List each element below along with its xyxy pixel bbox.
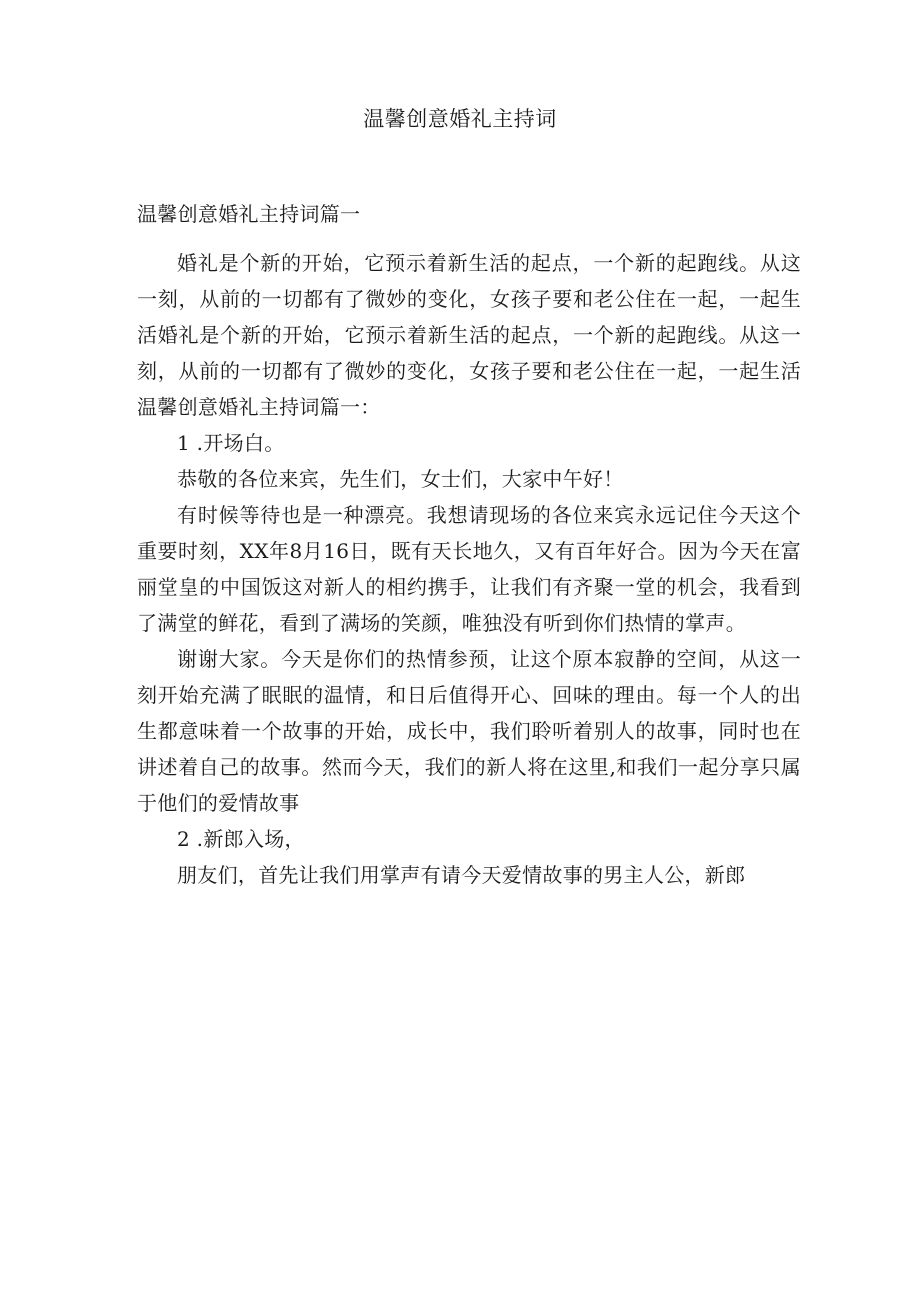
- section-heading: 温馨创意婚礼主持词篇一: [137, 202, 361, 226]
- paragraph-thanks: 谢谢大家。今天是你们的热情参预，让这个原本寂静的空间，从这一刻开始充满了眠眠的温情，和日后值得开心、回味的理由。每一个人的出生都意味着一个故事的开始，成长中，我们聆听着别人的故事，同时也在讲述着自己的故事。然而今天，我们的新人将在这里,和我们一起分享只属于他们的爱情故事: [137, 647, 801, 815]
- document-title: 温馨创意婚礼主持词: [363, 107, 557, 131]
- paragraph-intro: 婚礼是个新的开始，它预示着新生活的起点，一个新的起跑线。从这一刻，从前的一切都有了微妙的变化，女孩子要和老公住在一起，一起生活婚礼是个新的开始，它预示着新生活的起点，一个新的起跑线。从这一刻，从前的一切都有了微妙的变化，女孩子要和老公住在一起，一起生活温馨创意婚礼主持词篇一：: [137, 251, 801, 419]
- paragraph-item-1-heading: 1 .开场白。: [177, 431, 285, 455]
- paragraph-waiting: 有时候等待也是一种漂亮。我想请现场的各位来宾永远记住今天这个重要时刻，XX年8月16日，既有天长地久，又有百年好合。因为今天在富丽堂皇的中国饭这对新人的相约携手，让我们有齐聚一堂的机会，我看到了满堂的鲜花，看到了满场的笑颜，唯独没有听到你们热情的掌声。: [137, 503, 801, 635]
- paragraph-item-2-heading: 2 .新郎入场，: [177, 827, 305, 851]
- document-body: [137, 196, 801, 893]
- paragraph-groom-entrance: 朋友们，首先让我们用掌声有请今天爱情故事的男主人公，新郎: [177, 863, 746, 887]
- paragraph-greeting: 恭敬的各位来宾，先生们，女士们，大家中午好！: [177, 467, 624, 491]
